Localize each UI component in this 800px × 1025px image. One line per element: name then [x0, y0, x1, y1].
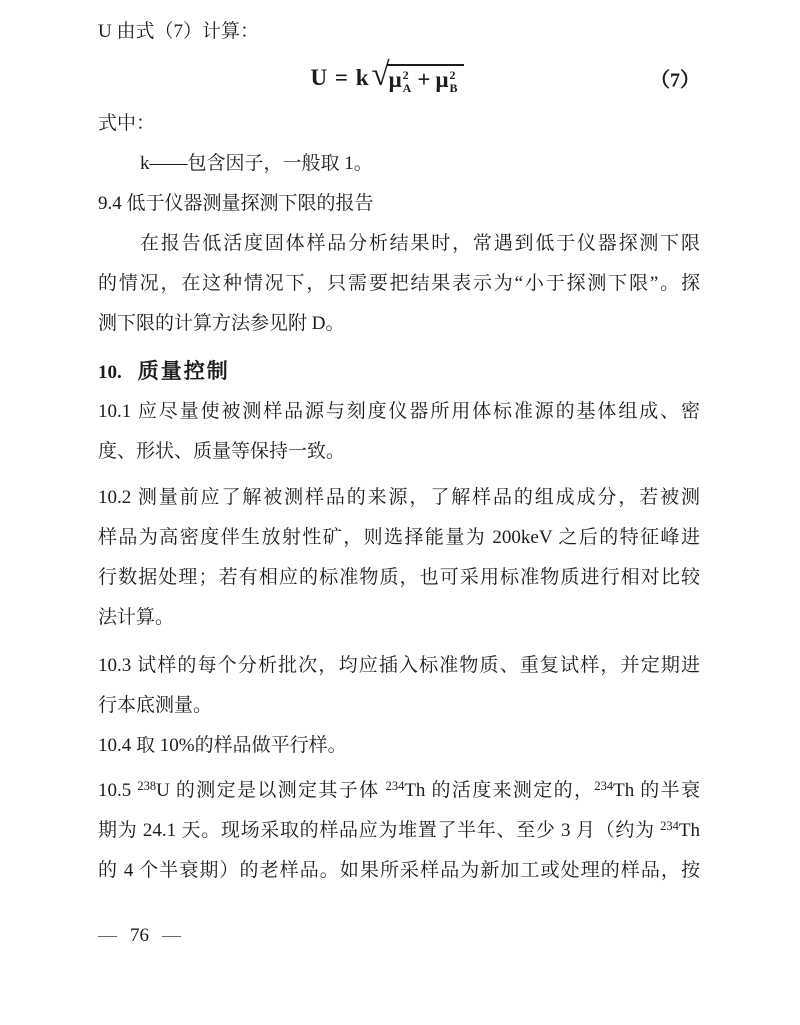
radical-sign-icon: √ — [371, 56, 390, 93]
clause-10-2-line-4: 法计算。 — [98, 607, 175, 628]
mu-b-scripts — [450, 69, 458, 94]
clause-10-3-line-2: 行本底测量。 — [98, 695, 213, 716]
square-root — [371, 56, 464, 95]
k-definition: k——包含因子，一般取 1。 — [140, 153, 373, 174]
page-body — [98, 12, 700, 891]
isotope-234-superscript: 234 — [594, 779, 614, 793]
page-footer — [98, 922, 181, 950]
isotope-234-superscript: 234 — [385, 779, 405, 793]
mu-a-scripts — [403, 69, 412, 94]
footer-left-dash: — — [98, 925, 117, 946]
section-9-4-line-1: 在报告低活度固体样品分析结果时，常遇到低于仪器探测下限 — [140, 233, 700, 254]
mu-b-symbol: μ — [435, 66, 449, 92]
clause-10-2-line-2: 样品为高密度伴生放射性矿，则选择能量为 200keV 之后的特征峰进 — [98, 527, 700, 548]
section-9-4-line-3: 测下限的计算方法参见附 D。 — [98, 313, 345, 334]
clause-10-1-line-2: 度、形状、质量等保持一致。 — [98, 441, 346, 462]
clause-10-5-line-3: 的 4 个半衰期）的老样品。如果所采样品为新加工或处理的样品，按 — [98, 860, 700, 881]
page-number: 76 — [130, 925, 149, 946]
equation-number: （7） — [650, 69, 700, 92]
clause-10-5-text: Th — [678, 820, 700, 841]
clause-10-5-text: 10.5 — [98, 780, 138, 801]
plus-sign: + — [417, 66, 431, 92]
clause-10-5-text: Th 的活度来测定的， — [404, 780, 595, 801]
clause-10-5-line-1 — [98, 771, 700, 811]
intro-line: U 由式（7）计算： — [98, 21, 259, 42]
equation-row — [98, 52, 700, 104]
equation-7 — [310, 56, 463, 95]
mu-b-subscript: B — [449, 80, 458, 95]
radicand — [387, 64, 464, 93]
mu-a-symbol: μ — [388, 66, 402, 92]
mu-a-superscript: 2 — [402, 67, 409, 82]
isotope-234-superscript: 234 — [660, 819, 679, 833]
clause-10-2-line-3: 行数据处理；若有相应的标准物质，也可采用标准物质进行相对比较 — [98, 567, 700, 588]
clause-10-5-text: U 的测定是以测定其子体 — [156, 780, 386, 801]
clause-10-3-line-1: 10.3 试样的每个分析批次，均应插入标准物质、重复试样，并定期进 — [98, 655, 700, 676]
clause-10-5-text: Th 的半衰 — [613, 780, 701, 801]
clause-10-5-line-2 — [98, 811, 700, 851]
section-10-title: 质量控制 — [137, 360, 230, 383]
clause-10-2-line-1: 10.2 测量前应了解被测样品的来源，了解样品的组成成分，若被测 — [98, 487, 700, 508]
clause-10-4-line-1: 10.4 取 10%的样品做平行样。 — [98, 735, 347, 756]
clause-10-5-text: 期为 24.1 天。现场采取的样品应为堆置了半年、至少 3 月（约为 — [98, 820, 661, 841]
isotope-238-superscript: 238 — [137, 779, 157, 793]
footer-right-dash: — — [162, 925, 181, 946]
section-9-4-line-2: 的情况，在这种情况下，只需要把结果表示为“小于探测下限”。探 — [98, 273, 700, 294]
where-label: 式中： — [98, 113, 156, 134]
equation-lhs: U = k — [310, 65, 370, 90]
section-9-4-heading: 9.4 低于仪器测量探测下限的报告 — [98, 193, 374, 214]
section-10-heading — [98, 352, 700, 392]
section-10-number: 10. — [98, 362, 122, 383]
mu-b-superscript: 2 — [449, 67, 456, 82]
clause-10-1-line-1: 10.1 应尽量使被测样品源与刻度仪器所用体标准源的基体组成、密 — [98, 401, 700, 422]
mu-a-subscript: A — [402, 80, 412, 95]
